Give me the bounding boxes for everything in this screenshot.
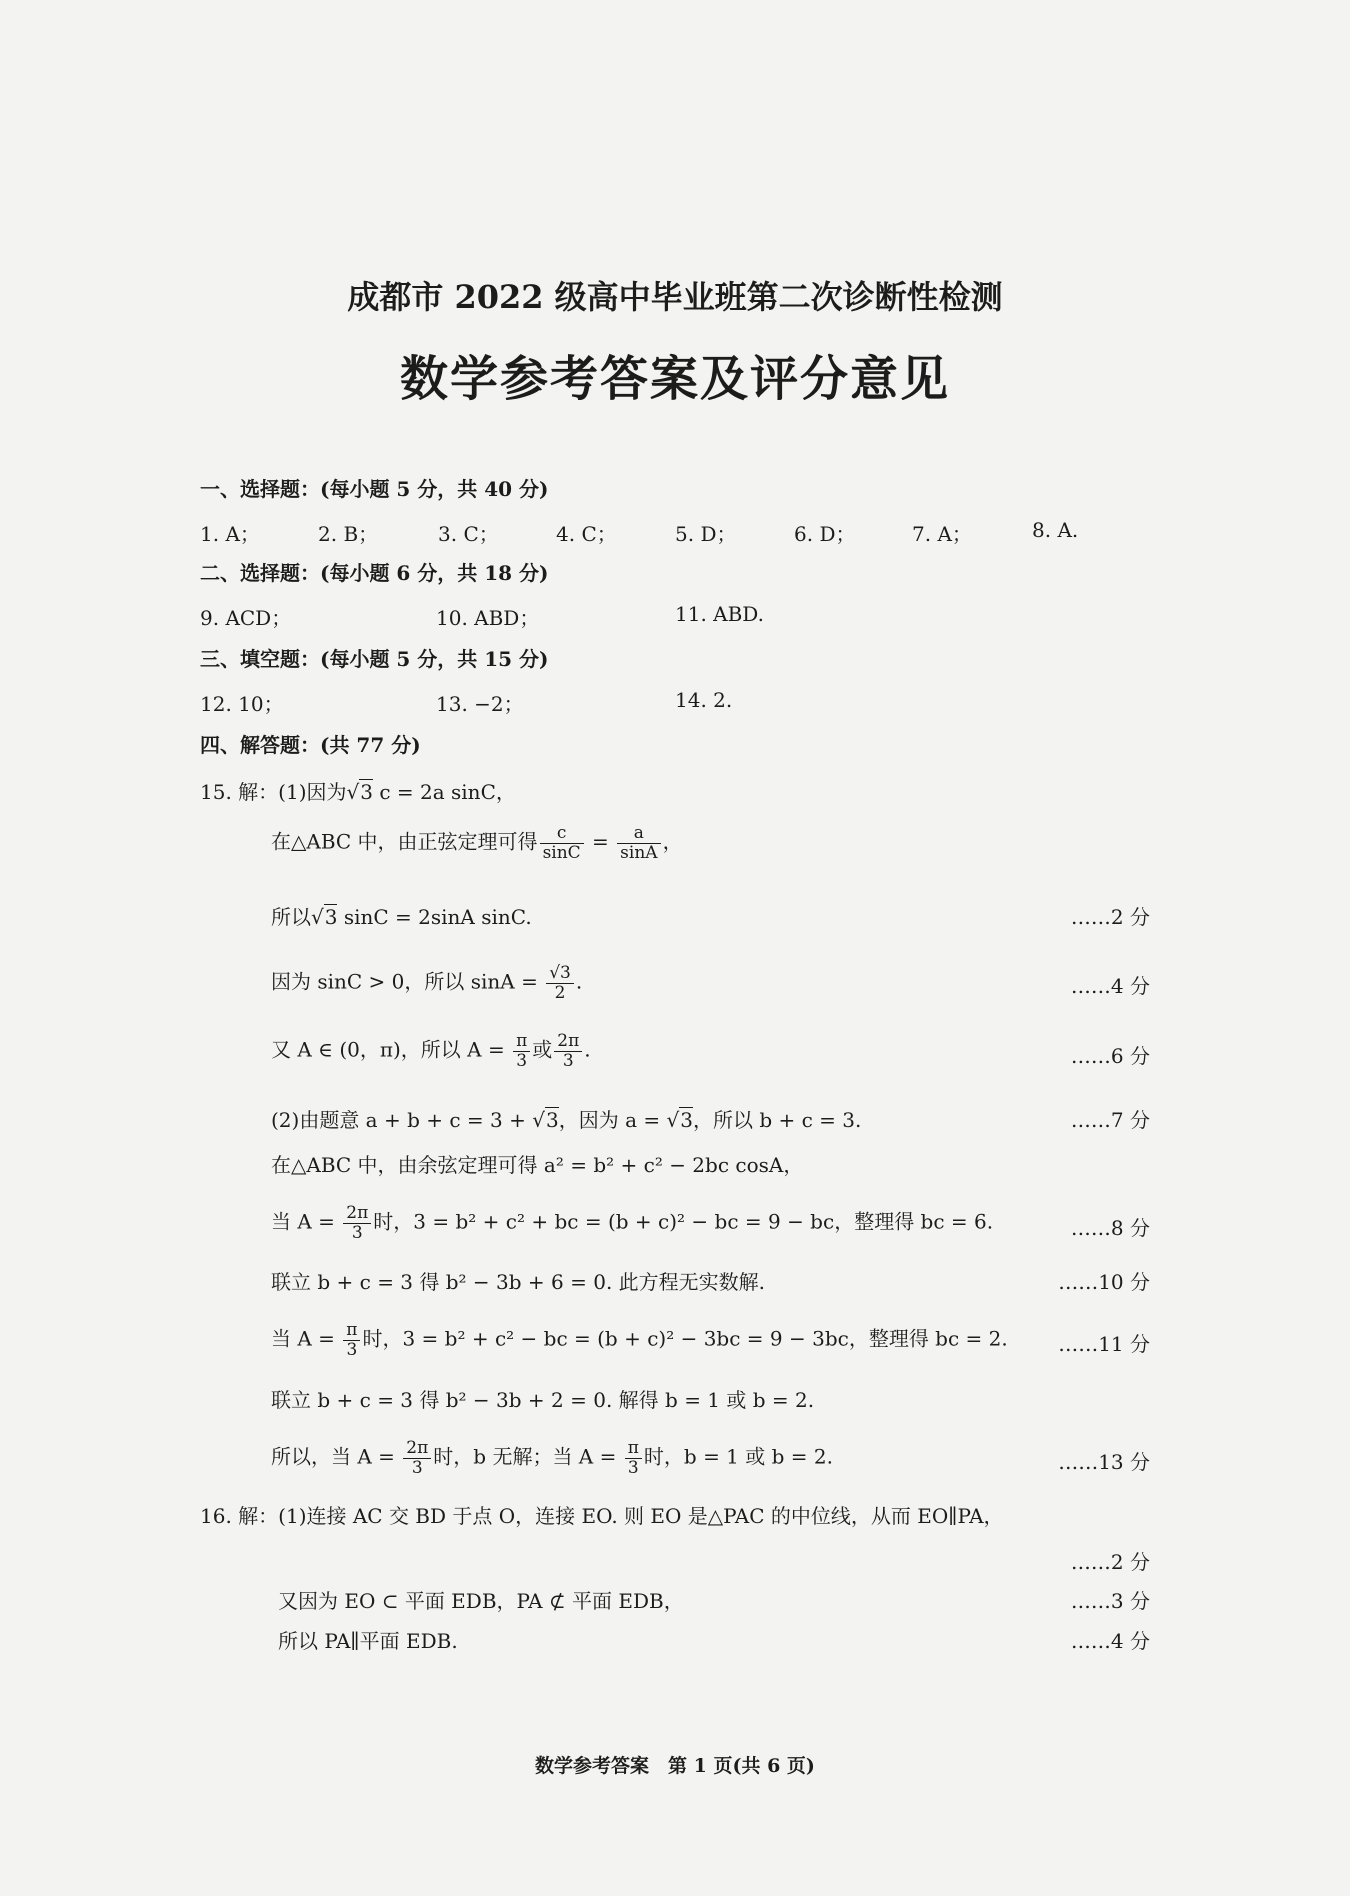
q15-line5: 又 A ∈ (0，π)，所以 A = $\frac{\pi}{3}$ 或 $\frac{2\pi}{3}$ . bbox=[271, 1031, 591, 1071]
section3-heading: 三、填空题：(每小题 5 分，共 15 分) bbox=[200, 647, 549, 671]
q15-line11: 联立 b + c = 3 得 b² − 3b + 2 = 0. 解得 b = 1 或 b = 2. bbox=[271, 1388, 815, 1412]
q16-line1: 16. 解：(1)连接 AC 交 BD 于点 O，连接 EO. 则 EO 是△PAC 的中位线，从而 EO∥PA， bbox=[200, 1504, 1004, 1528]
fraction: $\frac{\pi}{3}$ bbox=[343, 1321, 360, 1359]
q15-line12: 所以，当 A = $\frac{2\pi}{3}$ 时，b 无解；当 A = $\frac{\pi}{3}$ 时，b = 1 或 b = 2. bbox=[271, 1438, 833, 1478]
fraction: $\frac{2\pi}{3}$ bbox=[403, 1439, 431, 1477]
score-4: ……4 分 bbox=[1070, 974, 1150, 998]
score-q16-3: ……3 分 bbox=[1070, 1589, 1150, 1613]
score-11: ……11 分 bbox=[1058, 1332, 1150, 1356]
answer-14: 14. 2. bbox=[675, 688, 733, 712]
score-10: ……10 分 bbox=[1058, 1270, 1150, 1294]
section4-heading: 四、解答题：(共 77 分) bbox=[200, 733, 421, 757]
fraction: $\frac{2\pi}{3}$ bbox=[554, 1032, 582, 1070]
q15-line10: 当 A = $\frac{\pi}{3}$ 时，3 = b² + c² − bc = (b + c)² − 3bc = 9 − 3bc，整理得 bc = 2. bbox=[271, 1320, 1008, 1360]
answer-1: 1. A； bbox=[200, 522, 260, 546]
answer-9: 9. ACD； bbox=[200, 606, 292, 630]
answer-12: 12. 10； bbox=[200, 692, 284, 716]
answer-11: 11. ABD. bbox=[675, 602, 764, 626]
answer-10: 10. ABD； bbox=[436, 606, 540, 630]
fraction: $\frac{√3}{2}$ bbox=[546, 964, 574, 1002]
score-6: ……6 分 bbox=[1070, 1044, 1150, 1068]
fraction: $\frac{c}{\sin C}$ bbox=[540, 824, 584, 862]
answer-6: 6. D； bbox=[794, 522, 856, 546]
q16-line3: 所以 PA∥平面 EDB. bbox=[278, 1629, 458, 1653]
answer-4: 4. C； bbox=[556, 522, 617, 546]
answer-3: 3. C； bbox=[438, 522, 499, 546]
score-13: ……13 分 bbox=[1058, 1450, 1150, 1474]
score-q16-2: ……2 分 bbox=[1070, 1550, 1150, 1574]
q15-line3: 所以√3 sinC = 2sinA sinC. bbox=[271, 905, 532, 929]
exam-title: 成都市 2022 级高中毕业班第二次诊断性检测 bbox=[347, 278, 1003, 316]
score-q16-4: ……4 分 bbox=[1070, 1629, 1150, 1653]
fraction: $\frac{\pi}{3}$ bbox=[513, 1032, 530, 1070]
score-7: ……7 分 bbox=[1070, 1108, 1150, 1132]
q16-line2: 又因为 EO ⊂ 平面 EDB，PA ⊄ 平面 EDB， bbox=[278, 1589, 684, 1613]
q15-line6: (2)由题意 a + b + c = 3 + √3，因为 a = √3，所以 b + c = 3. bbox=[271, 1108, 862, 1132]
q15-line8: 当 A = $\frac{2\pi}{3}$ 时，3 = b² + c² + bc = (b + c)² − bc = 9 − bc，整理得 bc = 6. bbox=[271, 1203, 994, 1243]
fraction: $\frac{a}{\sin A}$ bbox=[617, 824, 660, 862]
score-8: ……8 分 bbox=[1070, 1216, 1150, 1240]
section2-heading: 二、选择题：(每小题 6 分，共 18 分) bbox=[200, 561, 549, 585]
answer-5: 5. D； bbox=[675, 522, 737, 546]
document-subtitle: 数学参考答案及评分意见 bbox=[399, 351, 950, 407]
answer-8: 8. A. bbox=[1032, 518, 1079, 542]
answer-13: 13. −2； bbox=[436, 692, 524, 716]
q15-line4: 因为 sinC > 0，所以 sinA = $\frac{√3}{2}$ . bbox=[271, 963, 583, 1003]
answer-2: 2. B； bbox=[318, 522, 379, 546]
section1-heading: 一、选择题：(每小题 5 分，共 40 分) bbox=[200, 477, 549, 501]
score-2: ……2 分 bbox=[1070, 905, 1150, 929]
q15-line7: 在△ABC 中，由余弦定理可得 a² = b² + c² − 2bc cosA， bbox=[271, 1153, 804, 1177]
answer-7: 7. A； bbox=[912, 522, 972, 546]
q15-line1: 15. 解：(1)因为√3 c = 2a sinC， bbox=[200, 780, 516, 804]
fraction: $\frac{\pi}{3}$ bbox=[625, 1439, 642, 1477]
q15-line9: 联立 b + c = 3 得 b² − 3b + 6 = 0. 此方程无实数解. bbox=[271, 1270, 766, 1294]
page-footer: 数学参考答案 第 1 页(共 6 页) bbox=[535, 1755, 815, 1777]
q15-line2: 在△ABC 中，由正弦定理可得 $\frac{c}{\sin C}$ = $\frac{a}{\sin A}$ ， bbox=[271, 823, 683, 863]
fraction: $\frac{2\pi}{3}$ bbox=[343, 1204, 371, 1242]
